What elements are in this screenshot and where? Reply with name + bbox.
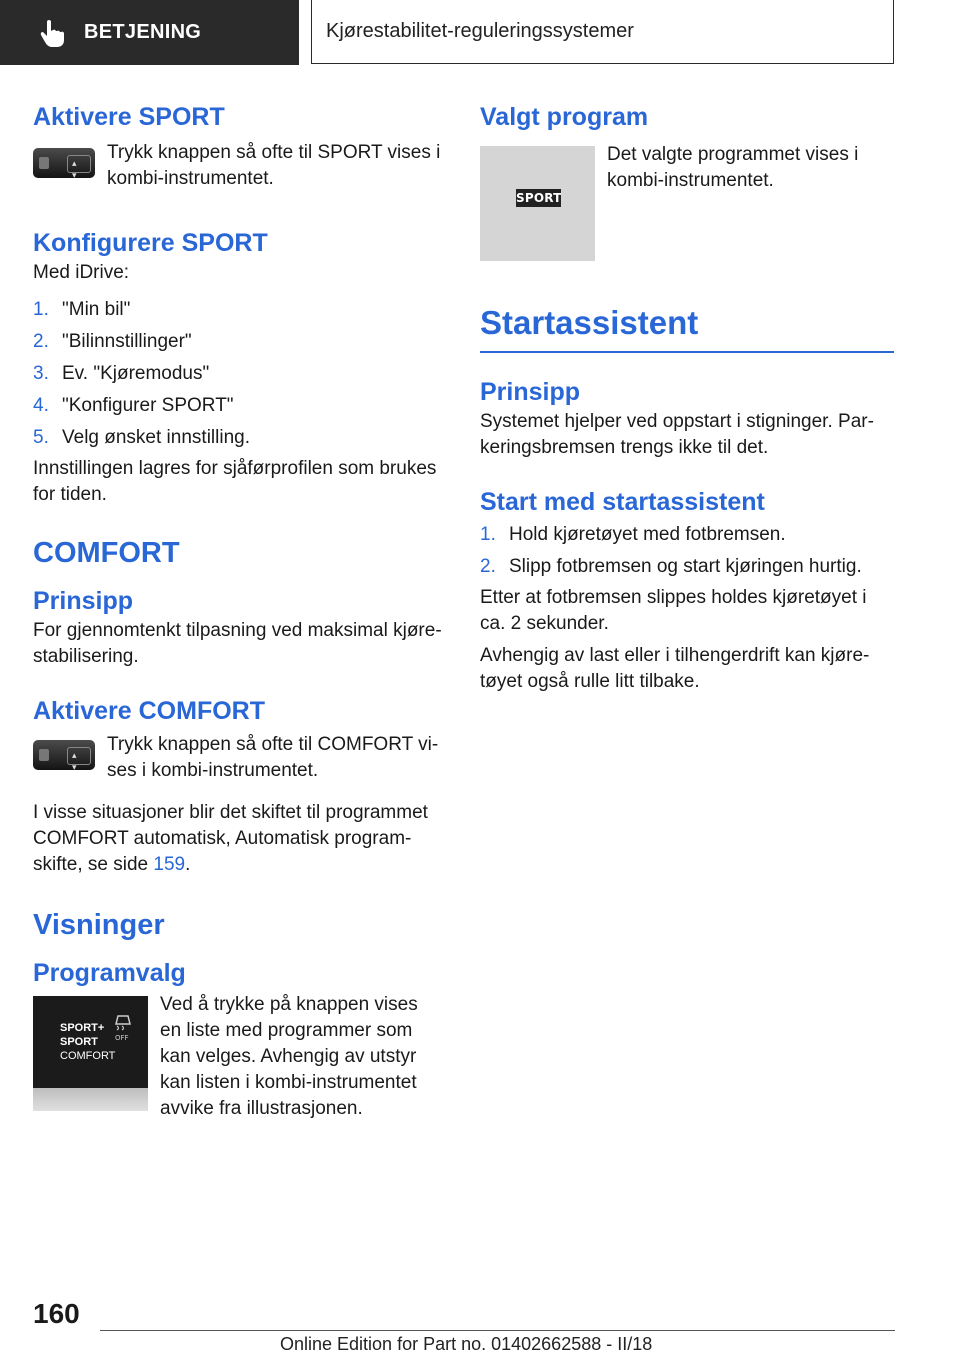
list-item: 2. "Bilinnstillinger" xyxy=(33,331,192,352)
programvalg-row xyxy=(33,996,443,1122)
comfort-prinsipp-heading: Prinsipp xyxy=(33,587,134,615)
program-list-display-image xyxy=(33,996,148,1111)
sport-display-image xyxy=(480,146,595,261)
programvalg-heading: Programvalg xyxy=(33,959,186,987)
konfigurere-intro: Med iDrive: xyxy=(33,262,130,283)
startassistent-para1: Etter at fotbremsen slippes holdes kjøretøyet i ca. 2 sekunder. xyxy=(480,587,867,634)
button-left-segment xyxy=(39,749,49,761)
comfort-title: COMFORT xyxy=(33,537,180,569)
list-item: 1. "Min bil" xyxy=(33,299,131,320)
startassistent-para2: Avhengig av last eller i tilhengerdrift kan kjøretøyet også rulle litt tilbake. xyxy=(480,645,870,692)
driving-mode-button-image xyxy=(33,740,95,770)
program-list: SPORT+ SPORT COMFORT xyxy=(60,1022,116,1062)
svg-text:OFF: OFF xyxy=(115,1034,129,1042)
programvalg-text: Ved å trykke på knappen vises en liste med programmer som kan velges. Avhengig av utstyr kan listen i kombi-instrumentet avvike fra illustrasjonen. xyxy=(160,994,418,1119)
comfort-auto-text: I visse situasjoner blir det skiftet til programmet COMFORT automatisk, Automatisk programskifte, se side 159. xyxy=(33,802,428,875)
valgt-program-row xyxy=(480,146,894,261)
section-label: BETJENING xyxy=(84,21,202,43)
list-item: 1. Hold kjøretøyet med fotbremsen. xyxy=(480,524,786,545)
button-right-segment xyxy=(67,155,91,173)
startassistent-prinsipp-text: Systemet hjelper ved oppstart i stigninger. Parkeringsbremsen trengs ikke til det. xyxy=(480,411,874,458)
aktivere-comfort-text: Trykk knappen så ofte til COMFORT vises i kombi-instrumentet. xyxy=(107,734,439,781)
button-right-segment xyxy=(67,747,91,765)
section-tab xyxy=(0,0,299,65)
driving-mode-button-image xyxy=(33,148,95,178)
left-column xyxy=(33,100,443,1122)
startassistent-prinsipp-heading: Prinsipp xyxy=(480,378,581,406)
konfigurere-note: Innstillingen lagres for sjåførprofilen som brukes for tiden. xyxy=(33,458,437,505)
konfigurere-sport-heading: Konfigurere SPORT xyxy=(33,229,268,257)
valgt-program-heading: Valgt program xyxy=(480,103,649,131)
list-item: 3. Ev. "Kjøremodus" xyxy=(33,363,210,384)
aktivere-sport-text: Trykk knappen så ofte til SPORT vises i kombi-instrumentet. xyxy=(107,142,441,189)
list-item: 4. "Konfigurer SPORT" xyxy=(33,395,234,416)
hand-pointer-icon xyxy=(38,18,66,48)
visninger-title: Visninger xyxy=(33,909,165,941)
title-rule xyxy=(480,351,894,353)
edition-text: Online Edition for Part no. 01402662588 - II/18 xyxy=(280,1334,653,1354)
display-bezel xyxy=(33,1088,148,1111)
button-left-segment xyxy=(39,157,49,169)
start-med-heading: Start med startassistent xyxy=(480,488,765,516)
updown-arrow-icon: ▴ ▾ xyxy=(72,750,77,772)
aktivere-comfort-heading: Aktivere COMFORT xyxy=(33,697,265,725)
sport-badge: SPORT xyxy=(516,191,562,205)
chapter-title: Kjørestabilitet-reguleringssystemer xyxy=(311,0,894,64)
page-link-159[interactable]: 159 xyxy=(153,854,186,875)
aktivere-comfort-row xyxy=(33,732,443,784)
page-number: 160 xyxy=(33,1298,80,1329)
footer-rule xyxy=(100,1330,895,1331)
konfigurere-steps xyxy=(33,294,443,454)
list-item: 2. Slipp fotbremsen og start kjøringen hurtig. xyxy=(480,556,862,577)
comfort-prinsipp-text: For gjennomtenkt tilpasning ved maksimal kjørestabilisering. xyxy=(33,620,442,667)
dsc-off-icon xyxy=(112,1014,134,1042)
aktivere-sport-heading: Aktivere SPORT xyxy=(33,103,225,131)
valgt-program-text: Det valgte programmet vises i kombi-instrumentet. xyxy=(607,144,859,191)
start-steps xyxy=(480,519,894,583)
right-column xyxy=(480,100,894,695)
aktivere-sport-row xyxy=(33,140,443,192)
list-item: 5. Velg ønsket innstilling. xyxy=(33,427,250,448)
startassistent-title: Startassistent xyxy=(480,304,699,341)
updown-arrow-icon: ▴ ▾ xyxy=(72,158,77,180)
